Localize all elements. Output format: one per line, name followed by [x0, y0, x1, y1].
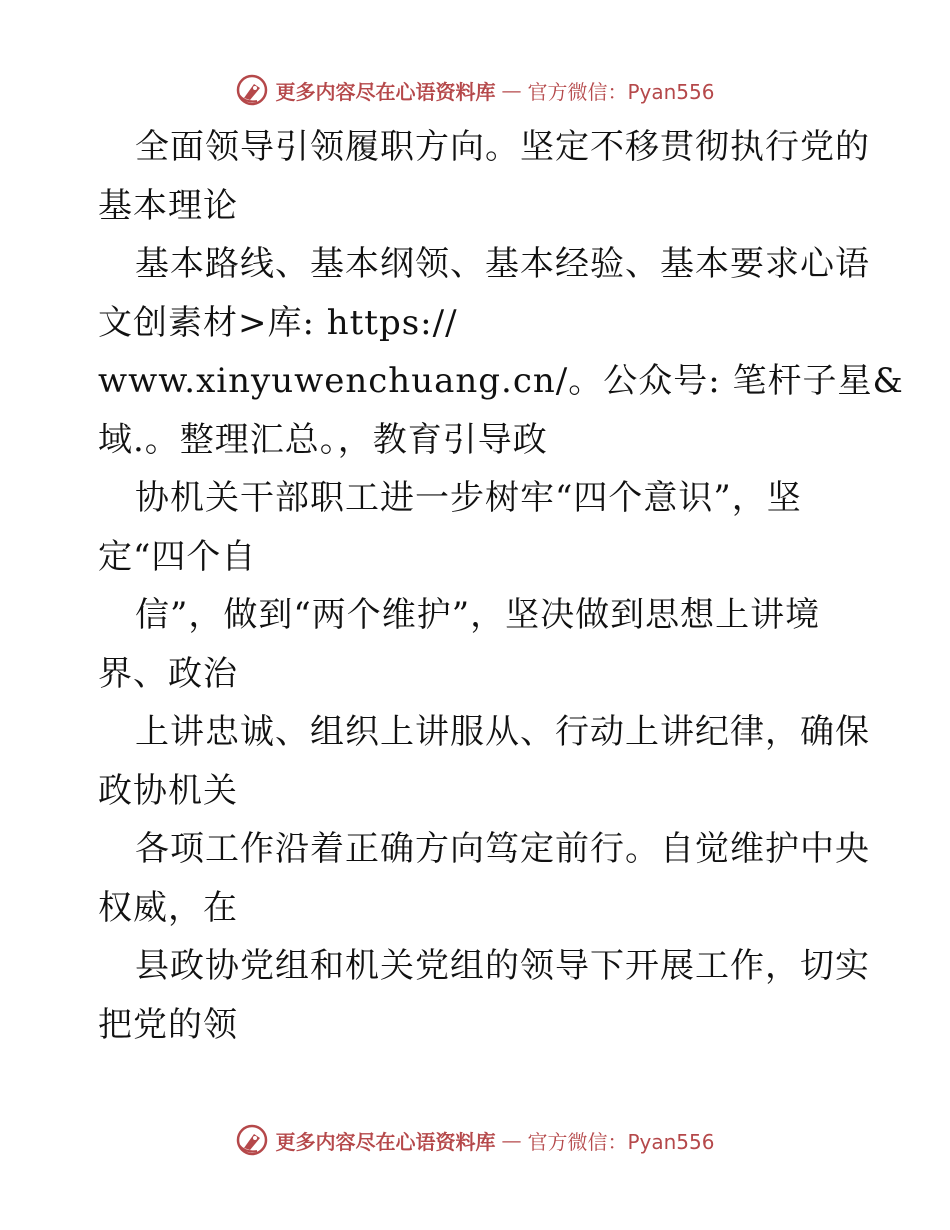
watermark-site-text: 更多内容尽在心语资料库 [275, 79, 496, 104]
body-line: 各项工作沿着正确方向笃定前行。自觉维护中央 [135, 829, 870, 869]
watermark-wechat-text: 官方微信：Pyan556 [527, 79, 715, 104]
body-line: www.xinyuwenchuang.cn/。公众号: 笔杆子星& [98, 361, 904, 401]
body-line: 文创素材>库: https:// [98, 302, 458, 343]
watermark-wechat-text: 官方微信：Pyan556 [527, 1129, 715, 1154]
watermark-dash: — [501, 1128, 522, 1152]
body-line: 界、政治 [98, 653, 238, 694]
pen-nib-logo-icon [235, 1123, 269, 1157]
body-line: 基本路线、基本纲领、基本经验、基本要求心语 [135, 244, 870, 284]
body-line: 定“四个自 [98, 536, 257, 577]
header-watermark [0, 70, 950, 110]
footer-watermark [0, 1120, 950, 1160]
body-line: 上讲忠诚、组织上讲服从、行动上讲纪律，确保 [135, 712, 870, 752]
body-line: 政协机关 [98, 770, 238, 811]
body-line: 协机关干部职工进一步树牢“四个意识”，坚 [135, 478, 802, 518]
pen-nib-logo-icon [235, 73, 269, 107]
body-line: 把党的领 [98, 1004, 238, 1045]
body-line: 县政协党组和机关党组的领导下开展工作，切实 [135, 946, 870, 986]
document-body [98, 118, 904, 1054]
body-line: 信”，做到“两个维护”，坚决做到思想上讲境 [135, 595, 821, 635]
body-line: 基本理论 [98, 185, 238, 226]
watermark-site-text: 更多内容尽在心语资料库 [275, 1129, 496, 1154]
watermark-dash: — [501, 78, 522, 102]
body-line: 域.。整理汇总。，教育引导政 [98, 419, 548, 460]
body-line: 权威，在 [98, 887, 238, 928]
body-line: 全面领导引领履职方向。坚定不移贯彻执行党的 [135, 127, 870, 167]
